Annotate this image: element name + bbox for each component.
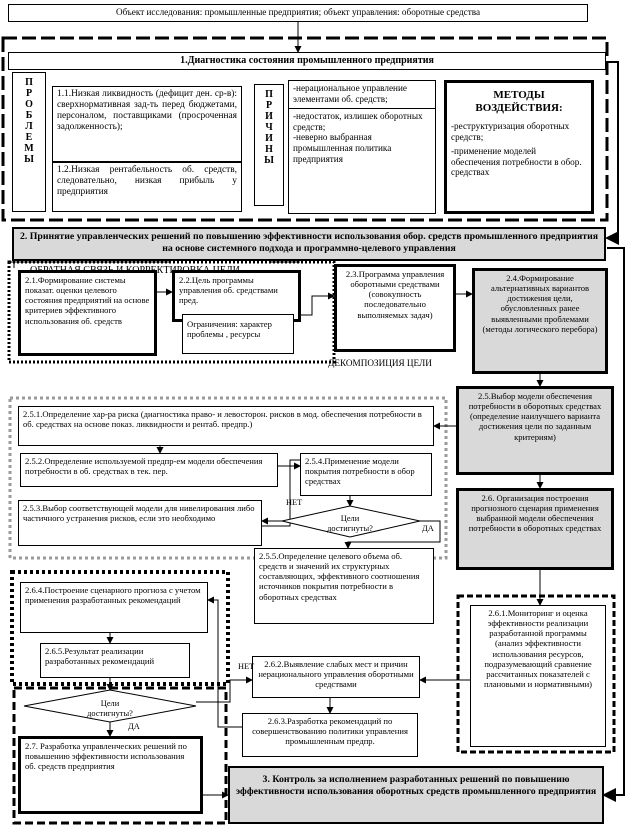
decision-1-question: Цели достигнуты? xyxy=(327,514,373,533)
box-2-3: 2.3.Программа управления оборотными средствами (совокупность последовательно выполняемых задач) xyxy=(334,264,456,352)
box-2-6-2: 2.6.2.Выявление слабых мест и причин нерационального управления оборотными средствами xyxy=(252,656,420,698)
problem-2-text: 1.2.Низкая рентабельность об. средств, следовательно, низкая прибыль у предприятия xyxy=(57,165,237,198)
box-2-5-2: 2.5.2.Определение используемой предпр-ем модели обеспечения потребности в об. средствах в тек. пер. xyxy=(20,453,278,487)
problem-2-box xyxy=(52,162,242,212)
cause-1-text: -нерациональное управление элементами об. средств; xyxy=(293,83,407,104)
box-2-2: 2.2.Цель программы управления об. средствами пред. xyxy=(172,270,301,322)
decision-2-yes-label: ДА xyxy=(128,722,140,731)
box-2-1: 2.1.Формирование системы показат. оценки целевого состояния предприятий на основе критериев эффективного использования об. средств xyxy=(18,270,157,356)
causes-box xyxy=(288,80,436,214)
methods-title: МЕТОДЫ ВОЗДЕЙСТВИЯ: xyxy=(475,89,563,114)
method-1-text: -реструктуризация оборотных средств; xyxy=(451,120,570,142)
box-2-5-3: 2.5.3.Выбор соответствующей модели для нивелирования либо частичного устранения рисков, если это необходимо xyxy=(18,500,262,546)
box-2-6: 2.6. Организация построения прогнозного сценария применения выбранной модели обеспечения потребности в оборотных средствах xyxy=(456,488,614,570)
box-2-6-4: 2.6.4.Построение сценарного прогноза с учетом применения разработанных рекомендаций xyxy=(20,582,208,633)
research-object-header: Объект исследования: промышленные предприятия; объект управления: оборотные средства xyxy=(8,4,588,22)
problem-1-text: 1.1.Низкая ликвидность (дефицит ден. ср-в): сверхнормативная зад-ть перед бюджетами, персоналом, поставщиками (просроченная задолженность); xyxy=(57,89,237,133)
stage2-title: 2. Принятие управленческих решений по повышению эффективности использования обор. средств промышленного предприятия на основе системного подхода и программно-целевого управления xyxy=(12,227,606,261)
stage3-title: 3. Контроль за исполнением разработанных решений по повышению эффективности использования оборотных средств промышленного предприятия xyxy=(228,766,604,824)
problem-1-box xyxy=(52,86,242,162)
decision-2-no-label: НЕТ xyxy=(238,662,255,671)
box-2-5-1: 2.5.1.Определение хар-ра риска (диагностика право- и левосторон. рисков в мод. обеспечения потребности в об. средствах на основе показ. ликвидности и рентаб. предпр.) xyxy=(18,406,434,446)
methods-box xyxy=(444,80,594,214)
causes-vertical-label: П Р И Ч И Н Ы xyxy=(254,84,284,206)
decomposition-label: ДЕКОМПОЗИЦИЯ ЦЕЛИ xyxy=(328,358,432,368)
cause-2-text: -недостаток, излишек оборотных средств; xyxy=(293,110,423,132)
box-2-6-3: 2.6.3.Разработка рекомендаций по совершенствованию политики управления промышленным предпр. xyxy=(242,713,418,757)
box-2-6-5: 2.6.5.Результат реализации разработанных рекомендаций xyxy=(40,643,190,678)
decision-2-question: Цели достигнуты? xyxy=(87,699,133,718)
box-2-5-5: 2.5.5.Определение целевого объема об. средств и значений их структурных составляющих, эффективного соотношения источников покрытия потребности в оборотных средствах xyxy=(254,548,434,624)
method-2-text: -применение моделей обеспечения потребности в обор. средствах xyxy=(451,145,582,178)
box-2-4: 2.4.Формирование альтернативных вариантов достижения цели, обусловленных ранее выявленными проблемами (методы логического перебора) xyxy=(472,268,608,374)
decision-1-no-label: НЕТ xyxy=(286,498,303,507)
decision-1-yes-label: ДА xyxy=(422,524,434,533)
box-2-6-1: 2.6.1.Мониторинг и оценка эффективности реализации разработанной программы (анализ эффективности использования ресурсов, подразумевающий сравнение рассчитанных показателей с плановыми и нормативными) xyxy=(470,605,606,747)
box-2-2-constraints: Ограничения: характер проблемы , ресурсы xyxy=(182,314,294,354)
feedback-label: КОРРЕКТИРОВКА xyxy=(125,265,211,276)
box-2-5-4: 2.5.4.Применение модели покрытия потребности в обор средствах xyxy=(300,453,432,496)
problems-vertical-label: П Р О Б Л Е М Ы xyxy=(12,72,46,212)
box-2-7: 2.7. Разработка управленческих решений по повышению эффективности использования об. средств предприятия xyxy=(18,736,203,814)
box-2-5: 2.5.Выбор модели обеспечения потребности в оборотных средствах (определение наилучшего варианта достижения цели по заданным критериям) xyxy=(456,386,614,475)
cause-3-text: -неверно выбранная промышленная политика предприятия xyxy=(293,132,392,165)
stage1-title: 1.Диагностика состояния промышленного предприятия xyxy=(8,52,606,70)
